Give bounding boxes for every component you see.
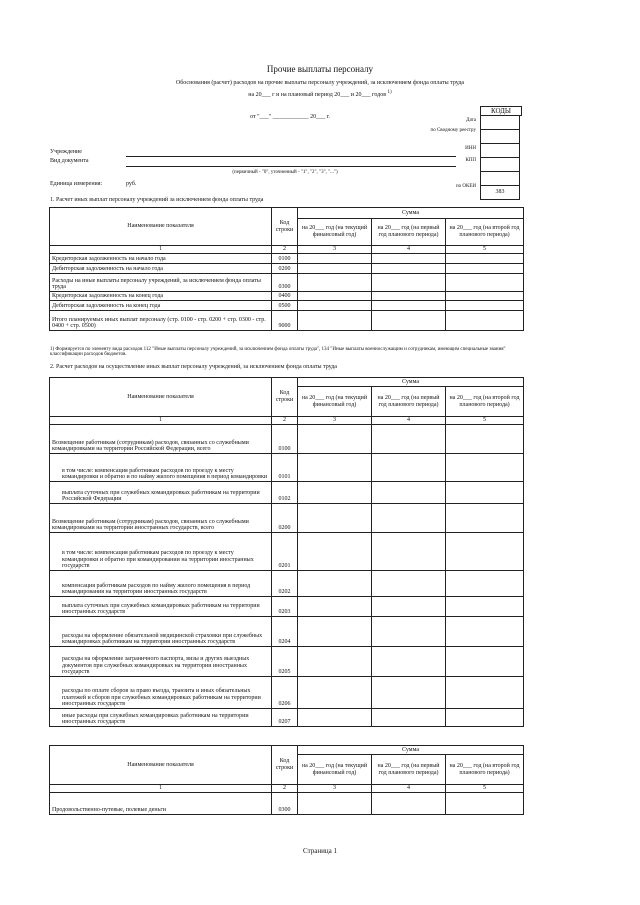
table-row <box>50 504 524 533</box>
s2-cell[interactable] <box>372 597 446 617</box>
s2-cell[interactable] <box>298 677 372 709</box>
s2-row-name: расходы по оплате сборов за право въезда, транзита и иных обязательных платежей и сборов при служебных командировках работникам на территории иностранных государств <box>50 677 272 709</box>
date-line: от "___" ____________ 20___ г. <box>250 114 330 120</box>
code-registry-cell[interactable] <box>481 130 520 144</box>
table-row <box>50 425 524 454</box>
s2-row-code: 0101 <box>272 454 298 482</box>
s1-cell[interactable] <box>298 292 372 301</box>
s3-head-name: Наименование показателя <box>50 746 272 785</box>
s2-cell[interactable] <box>446 454 524 482</box>
s2-cell[interactable] <box>446 709 524 727</box>
s2-row-name: расходы на оформление обязательной медицинской страховки при служебных командировках работникам на территории иностранных государств <box>50 617 272 647</box>
s1-row-name: Расходы на иные выплаты персоналу учреждений, за исключением фонда оплаты труда <box>50 274 272 292</box>
s2-cell[interactable] <box>298 597 372 617</box>
s2-cell[interactable] <box>446 533 524 571</box>
code-empty-cell[interactable] <box>481 172 520 186</box>
s2-row-code: 0201 <box>272 533 298 571</box>
s2-row-code: 0206 <box>272 677 298 709</box>
s1-row-name: Итого планируемых иных выплат персоналу (стр. 0100 - стр. 0200 + стр. 0300 - стр. 0400 + стр. 0500) <box>50 311 272 331</box>
s1-num-2: 2 <box>272 246 298 254</box>
s2-cell[interactable] <box>446 571 524 597</box>
s1-row-name: Кредиторская задолженность на начало года <box>50 254 272 264</box>
s3-row-code: 0300 <box>272 793 298 815</box>
doc-type-label: Вид документа <box>50 158 89 164</box>
section1-table <box>49 207 524 331</box>
s1-cell[interactable] <box>372 301 446 311</box>
s1-row-code: 0500 <box>272 301 298 311</box>
table-row <box>50 647 524 677</box>
s1-row-code: 0100 <box>272 254 298 264</box>
s2-cell[interactable] <box>446 504 524 533</box>
table-row <box>50 482 524 504</box>
table-row <box>50 709 524 727</box>
s3-num-2: 2 <box>272 785 298 793</box>
s1-num-4: 4 <box>372 246 446 254</box>
s2-cell[interactable] <box>446 425 524 454</box>
s1-head-sum: Сумма <box>298 208 524 219</box>
table-row <box>50 533 524 571</box>
s2-row-name: компенсация работникам расходов по найму жилого помещения в период командирования на территории иностранных государств <box>50 571 272 597</box>
period-text: на 20___ г и на плановый период 20___ и 20___ годов <box>248 92 387 98</box>
s3-head-c3: на 20___ год (на второй год планового периода) <box>446 755 524 785</box>
doc-type-hint: (первичный - "0", уточненный - "1", "2", "3", "...") <box>232 170 338 175</box>
s2-row-name: Возмещение работникам (сотрудникам) расходов, связанных со служебными командировками на территории Российской Федерации, всего <box>50 425 272 454</box>
s1-row-name: Кредиторская задолженность на конец года <box>50 292 272 301</box>
table-row <box>50 274 524 292</box>
s1-num-5: 5 <box>446 246 524 254</box>
institution-label: Учреждение <box>50 149 82 155</box>
page-title: Прочие выплаты персоналу <box>266 64 374 74</box>
institution-line <box>126 156 456 157</box>
s1-cell[interactable] <box>298 264 372 274</box>
s2-head-c1: на 20___ год (на текущий финансовый год) <box>298 387 372 417</box>
s1-head-c3: на 20___ год (на второй год планового периода) <box>446 219 524 246</box>
s2-row-code: 0207 <box>272 709 298 727</box>
section2-title: 2. Расчет расходов на осуществление иных выплат персоналу учреждений, за исключением фонда оплаты труда <box>50 364 337 370</box>
s2-row-code: 0102 <box>272 482 298 504</box>
table-row <box>50 301 524 311</box>
s3-num-4: 4 <box>372 785 446 793</box>
s1-num-1: 1 <box>50 246 272 254</box>
code-label-inn: ИНН <box>465 146 476 151</box>
s2-cell[interactable] <box>372 482 446 504</box>
code-label-okei: по ОКЕИ <box>455 184 476 189</box>
code-date-cell[interactable] <box>481 116 520 130</box>
s2-cell[interactable] <box>298 709 372 727</box>
s1-cell[interactable] <box>298 254 372 264</box>
s1-cell[interactable] <box>298 311 372 331</box>
s1-cell[interactable] <box>446 292 524 301</box>
page-number: Страница 1 <box>303 847 337 855</box>
s2-row-code: 0205 <box>272 647 298 677</box>
s3-cell[interactable] <box>298 793 372 815</box>
s1-head-c2: на 20___ год (на первый год планового периода) <box>372 219 446 246</box>
s2-row-code: 0200 <box>272 504 298 533</box>
s2-cell[interactable] <box>372 454 446 482</box>
s1-row-code: 0400 <box>272 292 298 301</box>
s2-num-5: 5 <box>446 417 524 425</box>
table-row <box>50 264 524 274</box>
s2-cell[interactable] <box>446 617 524 647</box>
table-row <box>50 571 524 597</box>
s2-row-name: Возмещение работникам (сотрудникам) расходов, связанных со служебными командировками на территории иностранных государств, всего <box>50 504 272 533</box>
code-label-kpp: КПП <box>465 158 476 163</box>
s2-cell[interactable] <box>372 571 446 597</box>
s1-cell[interactable] <box>446 301 524 311</box>
section3-table <box>49 745 524 815</box>
s2-row-name: расходы на оформление заграничного паспорта, визы и других выездных документов при служебных командировках на территории иностранных государств <box>50 647 272 677</box>
unit-value: руб. <box>126 181 137 187</box>
s3-row-name: Продовольственно-путевые, полевые деньги <box>50 793 272 815</box>
code-okei-cell: 383 <box>481 186 520 200</box>
s2-cell[interactable] <box>298 425 372 454</box>
s2-cell[interactable] <box>446 677 524 709</box>
s2-cell[interactable] <box>372 504 446 533</box>
s2-row-code: 0203 <box>272 597 298 617</box>
s1-row-code: 9000 <box>272 311 298 331</box>
section2-table <box>49 377 524 727</box>
s1-head-name: Наименование показателя <box>50 208 272 246</box>
s3-head-c2: на 20___ год (на первый год планового периода) <box>372 755 446 785</box>
s1-cell[interactable] <box>446 254 524 264</box>
table-row <box>50 617 524 647</box>
s3-head-sum: Сумма <box>298 746 524 755</box>
s2-row-code: 0202 <box>272 571 298 597</box>
s2-head-sum: Сумма <box>298 378 524 387</box>
s2-cell[interactable] <box>298 533 372 571</box>
codes-header: КОДЫ <box>480 106 522 116</box>
code-label-registry: по Сводному реестру <box>430 128 476 133</box>
s2-cell[interactable] <box>298 482 372 504</box>
s1-head-c1: на 20___ год (на текущий финансовый год) <box>298 219 372 246</box>
s2-cell[interactable] <box>372 709 446 727</box>
s1-cell[interactable] <box>372 264 446 274</box>
s2-num-4: 4 <box>372 417 446 425</box>
s1-row-code: 0200 <box>272 264 298 274</box>
s3-cell[interactable] <box>446 793 524 815</box>
s2-cell[interactable] <box>298 571 372 597</box>
s2-cell[interactable] <box>446 482 524 504</box>
code-kpp-cell[interactable] <box>481 158 520 172</box>
s1-cell[interactable] <box>446 311 524 331</box>
s1-row-name: Дебиторская задолженность на конец года <box>50 301 272 311</box>
s2-row-name: выплата суточных при служебных командировках работникам на территории Российской Федерации <box>50 482 272 504</box>
s3-head-c1: на 20___ год (на текущий финансовый год) <box>298 755 372 785</box>
unit-label: Единица измерения: <box>50 181 103 187</box>
s2-row-name: иные расходы при служебных командировках работникам на территории иностранных государств <box>50 709 272 727</box>
table-row <box>50 597 524 617</box>
table-row <box>50 793 524 815</box>
s3-num-5: 5 <box>446 785 524 793</box>
s1-cell[interactable] <box>446 274 524 292</box>
s1-num-3: 3 <box>298 246 372 254</box>
s1-cell[interactable] <box>298 274 372 292</box>
s2-cell[interactable] <box>446 647 524 677</box>
s2-row-name: выплата суточных при служебных командировках работникам на территории иностранных государств <box>50 597 272 617</box>
s2-cell[interactable] <box>298 617 372 647</box>
s2-num-3: 3 <box>298 417 372 425</box>
page-subtitle: Обоснования (расчет) расходов на прочие выплаты персоналу учреждений, за исключением фонда оплаты труда <box>175 80 465 86</box>
table-row <box>50 254 524 264</box>
table-row <box>50 677 524 709</box>
s2-row-name: в том числе: компенсация работникам расходов по проезду к месту командировки и обратно и по найму жилого помещения в период командировки <box>50 454 272 482</box>
s2-head-code: Код строки <box>272 378 298 417</box>
s2-row-code: 0204 <box>272 617 298 647</box>
s1-cell[interactable] <box>446 264 524 274</box>
s2-cell[interactable] <box>298 647 372 677</box>
doc-type-line <box>126 166 456 167</box>
table-row <box>50 454 524 482</box>
s2-cell[interactable] <box>372 647 446 677</box>
s2-row-name: в том числе: компенсация работникам расходов по проезду к месту командировки и обратно при командировании на территории иностранных государств <box>50 533 272 571</box>
s2-cell[interactable] <box>446 597 524 617</box>
s1-cell[interactable] <box>372 274 446 292</box>
s2-cell[interactable] <box>372 617 446 647</box>
s3-num-3: 3 <box>298 785 372 793</box>
s1-head-code: Код строки <box>272 208 298 246</box>
code-inn-cell[interactable] <box>481 144 520 158</box>
table-row <box>50 311 524 331</box>
s3-head-code: Код строки <box>272 746 298 785</box>
s1-cell[interactable] <box>372 254 446 264</box>
s1-row-code: 0300 <box>272 274 298 292</box>
period-footnote-mark: 1) <box>387 90 392 95</box>
s2-head-c2: на 20___ год (на первый год планового периода) <box>372 387 446 417</box>
s2-cell[interactable] <box>372 677 446 709</box>
s2-num-1: 1 <box>50 417 272 425</box>
table-row <box>50 292 524 301</box>
s1-cell[interactable] <box>372 292 446 301</box>
s3-num-1: 1 <box>50 785 272 793</box>
codes-table <box>480 115 520 200</box>
s1-cell[interactable] <box>372 311 446 331</box>
s2-row-code: 0100 <box>272 425 298 454</box>
s2-cell[interactable] <box>372 425 446 454</box>
s2-cell[interactable] <box>298 454 372 482</box>
s2-head-c3: на 20___ год (на второй год планового периода) <box>446 387 524 417</box>
section1-title: 1. Расчет иных выплат персоналу учреждений за исключением фонда оплаты труда <box>50 197 264 203</box>
s2-cell[interactable] <box>298 504 372 533</box>
s2-num-2: 2 <box>272 417 298 425</box>
s3-cell[interactable] <box>372 793 446 815</box>
footnote: 1) Формируется по элементу вида расходов 112 "Иные выплаты персоналу учреждений, за исключением фонда оплаты труда", 134 "Иные выплаты военнослужащим и сотрудникам, имеющим специальные звания" классификации расходов бюджетов. <box>50 347 506 358</box>
period-line <box>60 90 580 98</box>
s2-cell[interactable] <box>372 533 446 571</box>
code-label-date: Дата <box>466 118 476 123</box>
s1-row-name: Дебиторская задолженность на начало года <box>50 264 272 274</box>
s2-head-name: Наименование показателя <box>50 378 272 417</box>
s1-cell[interactable] <box>298 301 372 311</box>
